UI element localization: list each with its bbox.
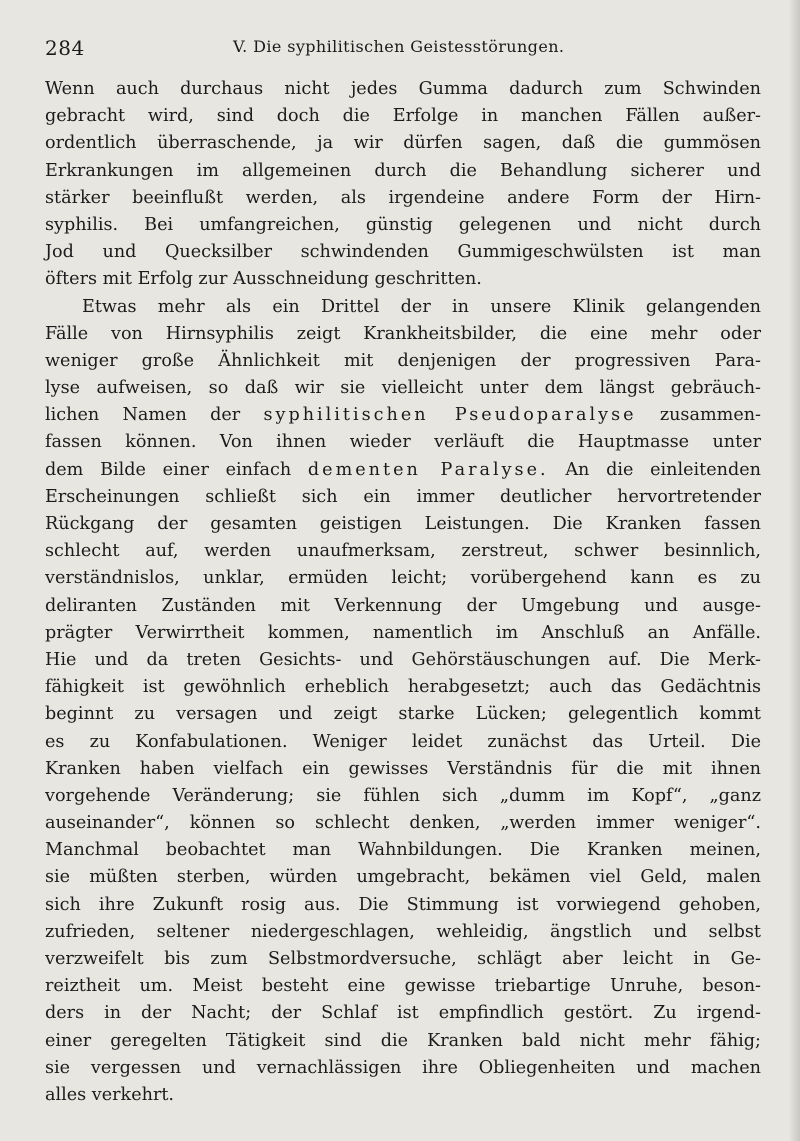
text-line: sie müßten sterben, würden umgebracht, bekämen viel Geld, malen — [45, 867, 761, 888]
text-line: vorgehende Veränderung; sie fühlen sich „dumm im Kopf“, „ganz — [45, 785, 761, 806]
text-line: Erscheinungen schließt sich ein immer deutlicher hervortretender — [45, 486, 761, 507]
page-edge-shadow — [790, 0, 800, 1141]
text-line: Erkrankungen im allgemeinen durch die Behandlung sicherer und — [45, 160, 761, 181]
text-line: einer geregelten Tätigkeit sind die Kranken bald nicht mehr fähig; — [45, 1030, 761, 1051]
page-header — [45, 30, 760, 60]
text-line: weniger große Ähnlichkeit mit denjenigen der progressiven Para- — [45, 350, 761, 371]
emphasized-term: syphilitischen Pseudoparalyse — [263, 405, 637, 426]
text-segment: lichen Namen der — [45, 405, 264, 426]
text-line: deliranten Zuständen mit Verkennung der Umgebung und ausge- — [45, 595, 761, 616]
text-line: ders in der Nacht; der Schlaf ist empfindlich gestört. Zu irgend- — [45, 1003, 761, 1024]
text-line: Manchmal beobachtet man Wahnbildungen. Die Kranken meinen, — [45, 840, 761, 861]
text-line: sich ihre Zukunft rosig aus. Die Stimmung ist vorwiegend gehoben, — [45, 894, 761, 915]
text-line: Hie und da treten Gesichts- und Gehörstäuschungen auf. Die Merk- — [45, 649, 761, 670]
text-line: syphilis. Bei umfangreichen, günstig gelegenen und nicht durch — [45, 214, 761, 235]
text-segment: dem Bilde einer einfach — [45, 459, 308, 480]
emphasized-term: dementen Paralyse. — [307, 459, 549, 480]
text-line: Jod und Quecksilber schwindenden Gummigeschwülsten ist man — [45, 242, 761, 263]
paragraph — [45, 294, 761, 1110]
text-line: öfters mit Erfolg zur Ausschneidung geschritten. — [45, 269, 482, 290]
text-line: es zu Konfabulationen. Weniger leidet zunächst das Urteil. Die — [45, 731, 761, 752]
paragraph — [45, 76, 761, 294]
text-segment: zusammen- — [636, 405, 762, 426]
text-line: Fälle von Hirnsyphilis zeigt Krankheitsbilder, die eine mehr oder — [45, 323, 761, 344]
body-text — [45, 76, 761, 1109]
page-number: 284 — [45, 36, 85, 60]
text-line — [45, 457, 761, 484]
running-head: V. Die syphilitischen Geistesstörungen. — [233, 37, 565, 56]
text-line: ordentlich überraschende, ja wir dürfen sagen, daß die gummösen — [45, 133, 761, 154]
text-line: Rückgang der gesamten geistigen Leistungen. Die Kranken fassen — [45, 514, 761, 534]
text-line: sie vergessen und vernachlässigen ihre Obliegenheiten und machen — [45, 1057, 761, 1078]
text-line: gebracht wird, sind doch die Erfolge in manchen Fällen außer- — [45, 106, 761, 127]
text-line: stärker beeinflußt werden, als irgendeine andere Form der Hirn- — [45, 187, 761, 208]
text-line: schlecht auf, werden unaufmerksam, zerstreut, schwer besinnlich, — [45, 541, 761, 562]
text-line: lyse aufweisen, so daß wir sie vielleicht unter dem längst gebräuch- — [45, 378, 761, 399]
text-line: verständnislos, unklar, ermüden leicht; vorübergehend kann es zu — [45, 568, 761, 589]
text-line: reiztheit um. Meist besteht eine gewisse triebartige Unruhe, beson- — [45, 976, 761, 997]
text-line: prägter Verwirrtheit kommen, namentlich im Anschluß an Anfälle. — [45, 622, 761, 643]
text-line: verzweifelt bis zum Selbstmordversuche, schlägt aber leicht in Ge- — [45, 949, 761, 969]
text-line: beginnt zu versagen und zeigt starke Lücken; gelegentlich kommt — [45, 704, 761, 725]
text-line: fähigkeit ist gewöhnlich erheblich herabgesetzt; auch das Gedächtnis — [45, 677, 761, 698]
text-line: Wenn auch durchaus nicht jedes Gumma dadurch zum Schwinden — [45, 79, 761, 99]
text-line: zufrieden, seltener niedergeschlagen, wehleidig, ängstlich und selbst — [45, 921, 761, 942]
text-line: auseinander“, können so schlecht denken, „werden immer weniger“. — [45, 813, 761, 834]
text-line: Etwas mehr als ein Drittel der in unsere Klinik gelangenden — [82, 296, 761, 317]
text-segment: An die einleitenden — [548, 459, 761, 480]
text-line: fassen können. Von ihnen wieder verläuft die Hauptmasse unter — [45, 432, 761, 453]
text-line: alles verkehrt. — [45, 1084, 175, 1105]
text-line: Kranken haben vielfach ein gewisses Verständnis für die mit ihnen — [45, 758, 761, 779]
text-line — [45, 402, 761, 429]
